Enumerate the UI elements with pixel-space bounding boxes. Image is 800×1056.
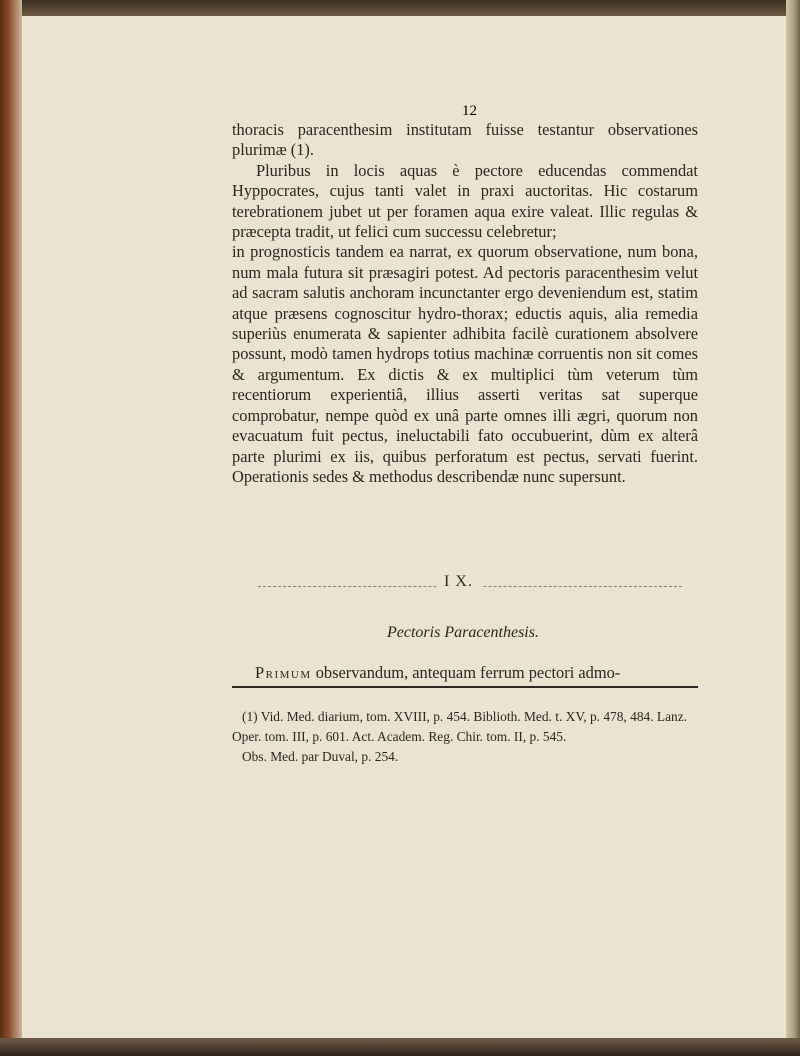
- paragraph-1: thoracis paracenthesim institutam fuisse testantur observationes plurimæ (1).: [232, 120, 698, 160]
- page-right-edge: [786, 0, 800, 1056]
- section-first-line: [255, 663, 698, 683]
- paragraph-2: Pluribus in locis aquas è pectore educendas commendat Hyppocrates, cujus tanti valet in praxi auctoritas. Hic costarum terebrationem jubet ut per foramen aqua exire valeat. Illic regulas & præcepta tradit, ut felici cum successu celebretur;: [232, 160, 698, 242]
- section-title: Pectoris Paracenthesis.: [387, 624, 539, 641]
- book-spine-edge: [0, 0, 22, 1056]
- page-number: 12: [462, 103, 477, 119]
- paragraph-3: in prognosticis tandem ea narrat, ex quorum observatione, num bona, num mala futura sit præsagiri potest. Ad pectoris paracenthesim velut ad sacram salutis anchoram incunctanter ergo deveniendum est, statim atque præsens cognoscitur hydro-thorax; eductis aquis, alia remedia superiùs enumerata & sapienter adhibita facilè curationem absolvere possunt, modò tamen hydrops totius machinæ corruentis non sit comes & argumentum. Ex dictis & ex multiplici tùm veterum tùm recentiorum experientiâ, illius asserti veritas sat superque comprobatur, nempe quòd ex unâ parte omnes illi ægri, quorum non evacuatum fuit pectus, ineluctabili fato occubuerint, dùm ex alterâ parte plurimi ex iis, quibus perforatum est pectus, servati fuerint. Operationis sedes & methodus describendæ nunc supersunt.: [232, 242, 698, 486]
- page-bottom-edge: [0, 1038, 800, 1056]
- body-text: [232, 120, 698, 487]
- section-first-line-text: observandum, antequam ferrum pectori admo-: [315, 663, 621, 682]
- footnote-1: (1) Vid. Med. diarium, tom. XVIII, p. 454. Biblioth. Med. t. XV, p. 478, 484. Lanz. Oper. tom. III, p. 601. Act. Academ. Reg. Chir. tom. II, p. 545.: [232, 709, 688, 744]
- footnote-rule: [232, 686, 698, 688]
- section-first-word: Primum: [255, 663, 312, 682]
- footnote-2: Obs. Med. par Duval, p. 254.: [242, 749, 399, 764]
- page-top-edge: [0, 0, 800, 16]
- section-number: I X.: [436, 573, 481, 591]
- footnotes: [232, 707, 698, 767]
